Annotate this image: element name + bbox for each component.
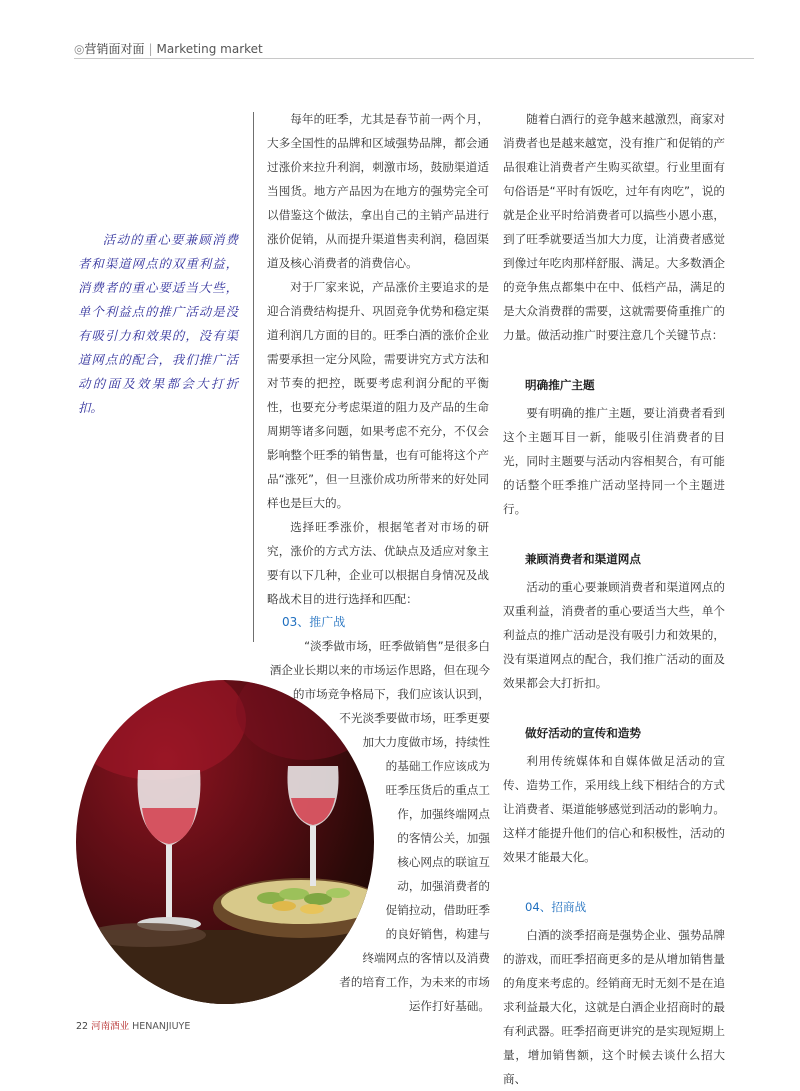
header-rule bbox=[74, 58, 754, 59]
article-column-2 bbox=[503, 107, 725, 1091]
text-line: 动，加强消费者的 bbox=[397, 879, 490, 893]
text-line: 促销拉动，借助旺季 bbox=[385, 903, 490, 917]
section-heading-03: 03、推广战 bbox=[282, 615, 346, 629]
text-line: 运作打好基础。 bbox=[408, 999, 490, 1013]
text-line: 酒企业长期以来的市场运作思路，但在现今 bbox=[269, 663, 490, 677]
subheading: 明确推广主题 bbox=[525, 378, 595, 392]
subheading: 做好活动的宣传和造势 bbox=[525, 726, 641, 740]
section-title-en: Marketing market bbox=[156, 42, 263, 56]
magazine-name-cn: 河南酒业 bbox=[91, 1021, 130, 1032]
text-line: 作，加强终端网点 bbox=[397, 807, 490, 821]
article-column-1 bbox=[267, 107, 489, 611]
section-heading-04: 04、招商战 bbox=[525, 900, 587, 914]
paragraph: 选择旺季涨价，根据笔者对市场的研究，涨价的方式方法、优缺点及适应对象主要有以下几种，企业可以根据自身情况及战略战术目的进行选择和匹配： bbox=[267, 520, 489, 606]
header-separator: | bbox=[148, 42, 153, 56]
paragraph: 每年的旺季，尤其是春节前一两个月，大多全国性的品牌和区域强势品牌，都会通过涨价来拉升利润，刺激市场，鼓励渠道适当囤货。地方产品因为在地方的强势完全可以借鉴这个做法，拿出自己的主销产品进行涨价促销，从而提升渠道售卖利润，稳固渠道及核心消费者的消费信心。 bbox=[267, 112, 489, 270]
subheading: 兼顾消费者和渠道网点 bbox=[525, 552, 641, 566]
paragraph: 利用传统媒体和自媒体做足活动的宣传、造势工作，采用线上线下相结合的方式让消费者、渠道能够感觉到活动的影响力。这样才能提升他们的信心和积极性，活动的效果才能最大化。 bbox=[503, 754, 725, 864]
text-line: 加大力度做市场，持续性 bbox=[362, 735, 490, 749]
paragraph: 白酒的淡季招商是强势企业、强势品牌的游戏，而旺季招商更多的是从增加销售量的角度来考虑的。经销商无时无刻不是在追求利益最大化，这就是白酒企业招商时的最有利武器。旺季招商更讲究的是实现短期上量，增加销售额，这个时候去谈什么招大商、 bbox=[503, 928, 725, 1086]
text-line: 旺季压货后的重点工 bbox=[385, 783, 490, 797]
paragraph: 随着白酒行的竞争越来越激烈，商家对消费者也是越来越宽，没有推广和促销的产品很难让消费者产生购买欲望。行业里面有句俗语是“平时有饭吃，过年有肉吃”，说的就是企业平时给消费者可以搞些小恩小惠，到了旺季就要适当加大力度，让消费者感觉到像过年吃肉那样舒服、满足。大多数酒企的竞争焦点都集中在中、低档产品，满足的是大众消费群的需要，这就需要倚重推广的力量。做活动推广时要注意几个关键节点： bbox=[503, 112, 725, 342]
page-footer bbox=[76, 1020, 190, 1034]
pull-quote: 活动的重心要兼顾消费者和渠道网点的双重利益，消费者的重心要适当大些，单个利益点的推广活动是没有吸引力和效果的，没有渠道网点的配合，我们推广活动的面及效果都会大打折扣。 bbox=[78, 232, 238, 415]
text-line: “淡季做市场，旺季做销售”是很多白 bbox=[304, 639, 490, 653]
text-line: 的基础工作应该成为 bbox=[385, 759, 490, 773]
section-header bbox=[74, 41, 774, 57]
text-line: 的良好销售，构建与 bbox=[385, 927, 490, 941]
text-line: 的市场竞争格局下，我们应该认识到， bbox=[292, 687, 490, 701]
paragraph: 对于厂家来说，产品涨价主要追求的是迎合消费结构提升、巩固竞争优势和稳定渠道利润几方面的目的。旺季白酒的涨价企业需要承担一定分风险，需要讲究方式方法和对节奏的把控，既要考虑利润分配的平衡性，也要充分考虑渠道的阻力及产品的生命周期等诸多问题，如果考虑不充分，不仅会影响整个旺季的销售量，也有可能将这个产品“涨死”，但一旦涨价成功所带来的好处同样也是巨大的。 bbox=[267, 280, 489, 510]
column-divider bbox=[253, 112, 254, 642]
paragraph: 活动的重心要兼顾消费者和渠道网点的双重利益，消费者的重心要适当大些，单个利益点的推广活动是没有吸引力和效果的，没有渠道网点的配合，我们推广活动的面及效果都会大打折扣。 bbox=[503, 580, 725, 690]
text-line: 者的培育工作，为未来的市场 bbox=[339, 975, 490, 989]
section-title-cn: 营销面对面 bbox=[84, 42, 145, 56]
paragraph: 要有明确的推广主题，要让消费者看到这个主题耳目一新，能吸引住消费者的目光，同时主题要与活动内容相契合，有可能的话整个旺季推广活动坚持同一个主题进行。 bbox=[503, 406, 725, 516]
circle-bullet-icon: ◎ bbox=[74, 42, 85, 56]
page-number: 22 bbox=[76, 1021, 89, 1032]
text-line: 核心网点的联谊互 bbox=[397, 855, 490, 869]
magazine-name-en: HENANJIUYE bbox=[132, 1021, 191, 1032]
text-line: 的客情公关，加强 bbox=[397, 831, 490, 845]
text-line: 不光淡季要做市场，旺季更要 bbox=[339, 711, 490, 725]
wrapped-paragraph bbox=[256, 634, 490, 1018]
text-line: 终端网点的客情以及消费 bbox=[362, 951, 490, 965]
